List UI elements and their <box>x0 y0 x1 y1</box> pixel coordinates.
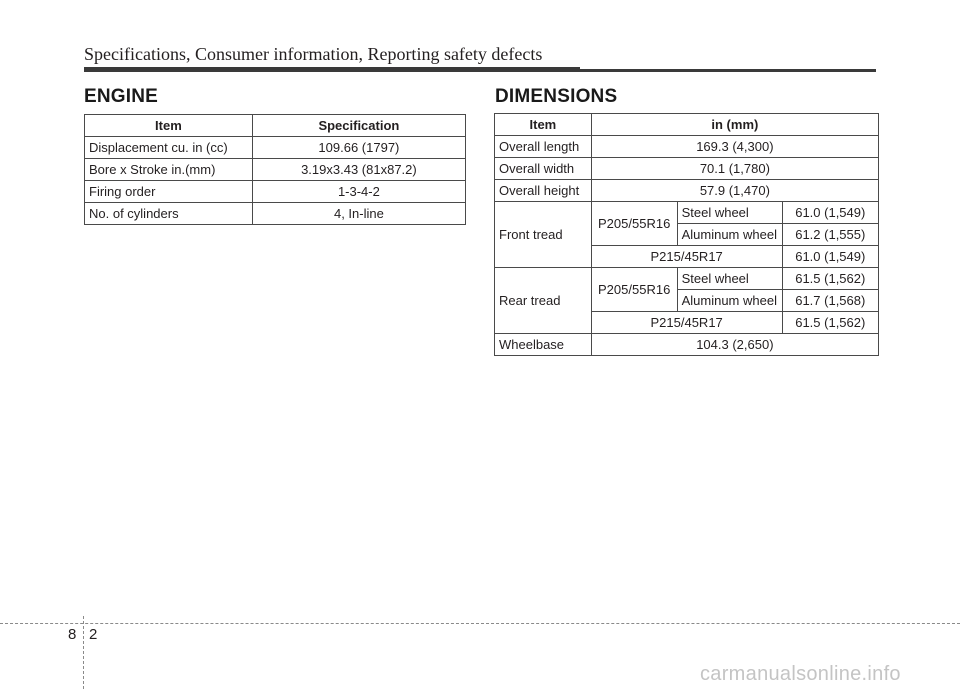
value-cell: 70.1 (1,780) <box>591 158 878 180</box>
table-row <box>495 180 879 202</box>
wheel-type-cell: Aluminum wheel <box>677 290 782 312</box>
item-cell: Overall length <box>495 136 592 158</box>
tire-size-cell: P215/45R17 <box>591 246 782 268</box>
table-row <box>495 334 879 356</box>
value-cell: 104.3 (2,650) <box>591 334 878 356</box>
table-row <box>495 136 879 158</box>
item-cell: Firing order <box>85 181 253 203</box>
table-row <box>85 203 466 225</box>
tire-size-cell: P205/55R16 <box>591 268 677 312</box>
value-cell: 57.9 (1,470) <box>591 180 878 202</box>
table-row <box>85 181 466 203</box>
table-header-row <box>85 115 466 137</box>
value-cell: 4, In-line <box>252 203 465 225</box>
chapter-number: 8 <box>68 626 77 643</box>
value-cell: 61.5 (1,562) <box>782 312 878 334</box>
table-row <box>85 137 466 159</box>
engine-section-title: ENGINE <box>84 86 159 107</box>
value-cell: 3.19x3.43 (81x87.2) <box>252 159 465 181</box>
header-rule-dark <box>84 67 580 72</box>
item-cell: Overall height <box>495 180 592 202</box>
table-row <box>495 158 879 180</box>
value-cell: 169.3 (4,300) <box>591 136 878 158</box>
item-cell: No. of cylinders <box>85 203 253 225</box>
footer-vertical-rule <box>83 616 84 689</box>
column-header: Specification <box>252 115 465 137</box>
table-row <box>495 202 879 224</box>
value-cell: 61.2 (1,555) <box>782 224 878 246</box>
table-header-row <box>495 114 879 136</box>
page-header-title: Specifications, Consumer information, Reporting safety defects <box>84 44 543 64</box>
footer-dashed-rule <box>0 623 960 624</box>
value-cell: 61.0 (1,549) <box>782 202 878 224</box>
wheel-type-cell: Steel wheel <box>677 268 782 290</box>
table-row <box>495 268 879 290</box>
value-cell: 1-3-4-2 <box>252 181 465 203</box>
page-number: 2 <box>89 626 98 643</box>
engine-table <box>84 114 466 225</box>
value-cell: 61.0 (1,549) <box>782 246 878 268</box>
item-cell: Rear tread <box>495 268 592 334</box>
column-header: Item <box>85 115 253 137</box>
watermark: carmanualsonline.info <box>700 663 901 685</box>
dimensions-section-title: DIMENSIONS <box>495 86 618 107</box>
item-cell: Wheelbase <box>495 334 592 356</box>
wheel-type-cell: Steel wheel <box>677 202 782 224</box>
wheel-type-cell: Aluminum wheel <box>677 224 782 246</box>
item-cell: Bore x Stroke in.(mm) <box>85 159 253 181</box>
item-cell: Overall width <box>495 158 592 180</box>
value-cell: 61.7 (1,568) <box>782 290 878 312</box>
tire-size-cell: P205/55R16 <box>591 202 677 246</box>
table-row <box>85 159 466 181</box>
item-cell: Displacement cu. in (cc) <box>85 137 253 159</box>
dimensions-table <box>494 113 879 356</box>
value-cell: 61.5 (1,562) <box>782 268 878 290</box>
column-header: in (mm) <box>591 114 878 136</box>
value-cell: 109.66 (1797) <box>252 137 465 159</box>
header-rule-light <box>580 69 876 72</box>
tire-size-cell: P215/45R17 <box>591 312 782 334</box>
item-cell: Front tread <box>495 202 592 268</box>
column-header: Item <box>495 114 592 136</box>
